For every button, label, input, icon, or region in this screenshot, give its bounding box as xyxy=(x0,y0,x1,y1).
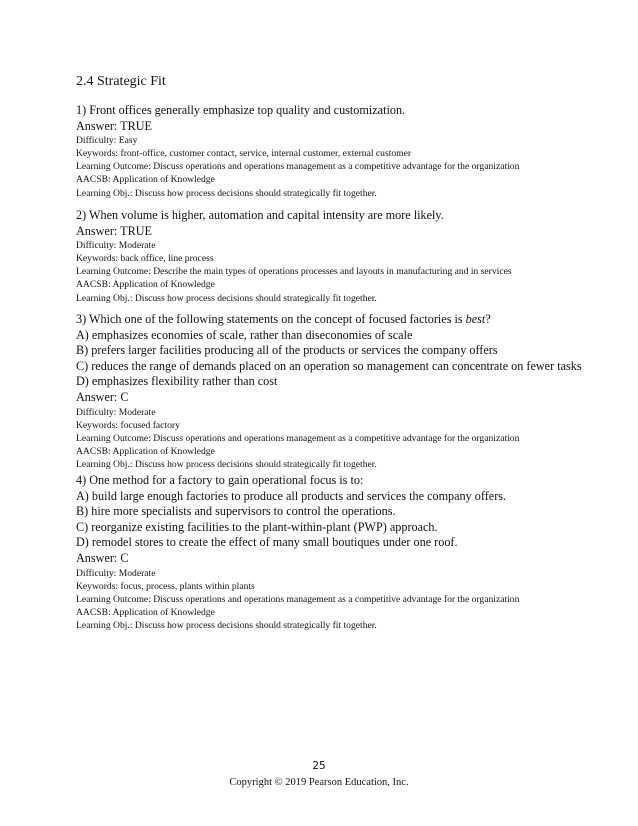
copyright-notice: Copyright © 2019 Pearson Education, Inc. xyxy=(229,777,409,788)
question-emphasis: best xyxy=(465,312,486,326)
difficulty-text: Difficulty: Easy xyxy=(76,135,138,147)
question-block xyxy=(76,312,582,471)
option-a: A) emphasizes economies of scale, rather than diseconomies of scale xyxy=(76,327,413,342)
aacsb-text: AACSB: Application of Knowledge xyxy=(76,445,215,457)
keywords-text: Keywords: back office, line process xyxy=(76,253,214,265)
answer-text: Answer: C xyxy=(76,550,129,565)
question-block xyxy=(76,208,576,305)
answer-text: Answer: C xyxy=(76,389,129,404)
difficulty-text: Difficulty: Moderate xyxy=(76,240,156,252)
question-block xyxy=(76,473,576,632)
learning-outcome-text: Learning Outcome: Discuss operations and operations management as a competitive advantage for the organization xyxy=(76,432,520,444)
learning-outcome-text: Learning Outcome: Discuss operations and operations management as a competitive advantage for the organization xyxy=(76,161,520,173)
question-block xyxy=(76,103,576,200)
answer-text: Answer: TRUE xyxy=(76,223,152,238)
learning-objective-text: Learning Obj.: Discuss how process decisions should strategically fit together. xyxy=(76,458,377,470)
aacsb-text: AACSB: Application of Knowledge xyxy=(76,279,215,291)
question-text xyxy=(76,312,576,328)
learning-outcome-text: Learning Outcome: Discuss operations and operations management as a competitive advantage for the organization xyxy=(76,593,520,605)
keywords-text: Keywords: focused factory xyxy=(76,419,180,431)
learning-outcome-text: Learning Outcome: Describe the main types of operations processes and layouts in manufacturing and in services xyxy=(76,266,512,278)
learning-objective-text: Learning Obj.: Discuss how process decisions should strategically fit together. xyxy=(76,619,377,631)
learning-objective-text: Learning Obj.: Discuss how process decisions should strategically fit together. xyxy=(76,187,377,199)
question-text-start: 3) Which one of the following statements on the concept of focused factories is xyxy=(76,312,466,326)
option-d: D) emphasizes flexibility rather than cost xyxy=(76,374,278,389)
page-number: 25 xyxy=(312,760,326,772)
question-text: 1) Front offices generally emphasize top quality and customization. xyxy=(76,103,406,117)
question-text: 2) When volume is higher, automation and capital intensity are more likely. xyxy=(76,208,444,222)
question-text: 4) One method for a factory to gain operational focus is to: xyxy=(76,473,364,487)
answer-text: Answer: TRUE xyxy=(76,118,152,133)
option-b: B) hire more specialists and supervisors to control the operations. xyxy=(76,504,396,519)
option-a: A) build large enough factories to produce all products and services the company offers. xyxy=(76,488,507,503)
section-heading: 2.4 Strategic Fit xyxy=(76,74,166,89)
aacsb-text: AACSB: Application of Knowledge xyxy=(76,606,215,618)
question-text-end: ? xyxy=(485,312,491,326)
option-d: D) remodel stores to create the effect of many small boutiques under one roof. xyxy=(76,535,458,550)
difficulty-text: Difficulty: Moderate xyxy=(76,567,156,579)
option-c: C) reduces the range of demands placed on an operation so management can concentrate on fewer tasks xyxy=(76,358,582,373)
learning-objective-text: Learning Obj.: Discuss how process decisions should strategically fit together. xyxy=(76,292,377,304)
option-c: C) reorganize existing facilities to the plant-within-plant (PWP) approach. xyxy=(76,519,438,534)
keywords-text: Keywords: focus, process, plants within plants xyxy=(76,580,255,592)
option-b: B) prefers larger facilities producing all of the products or services the company offers xyxy=(76,343,498,358)
keywords-text: Keywords: front-office, customer contact, service, internal customer, external customer xyxy=(76,148,412,160)
aacsb-text: AACSB: Application of Knowledge xyxy=(76,174,215,186)
difficulty-text: Difficulty: Moderate xyxy=(76,406,156,418)
